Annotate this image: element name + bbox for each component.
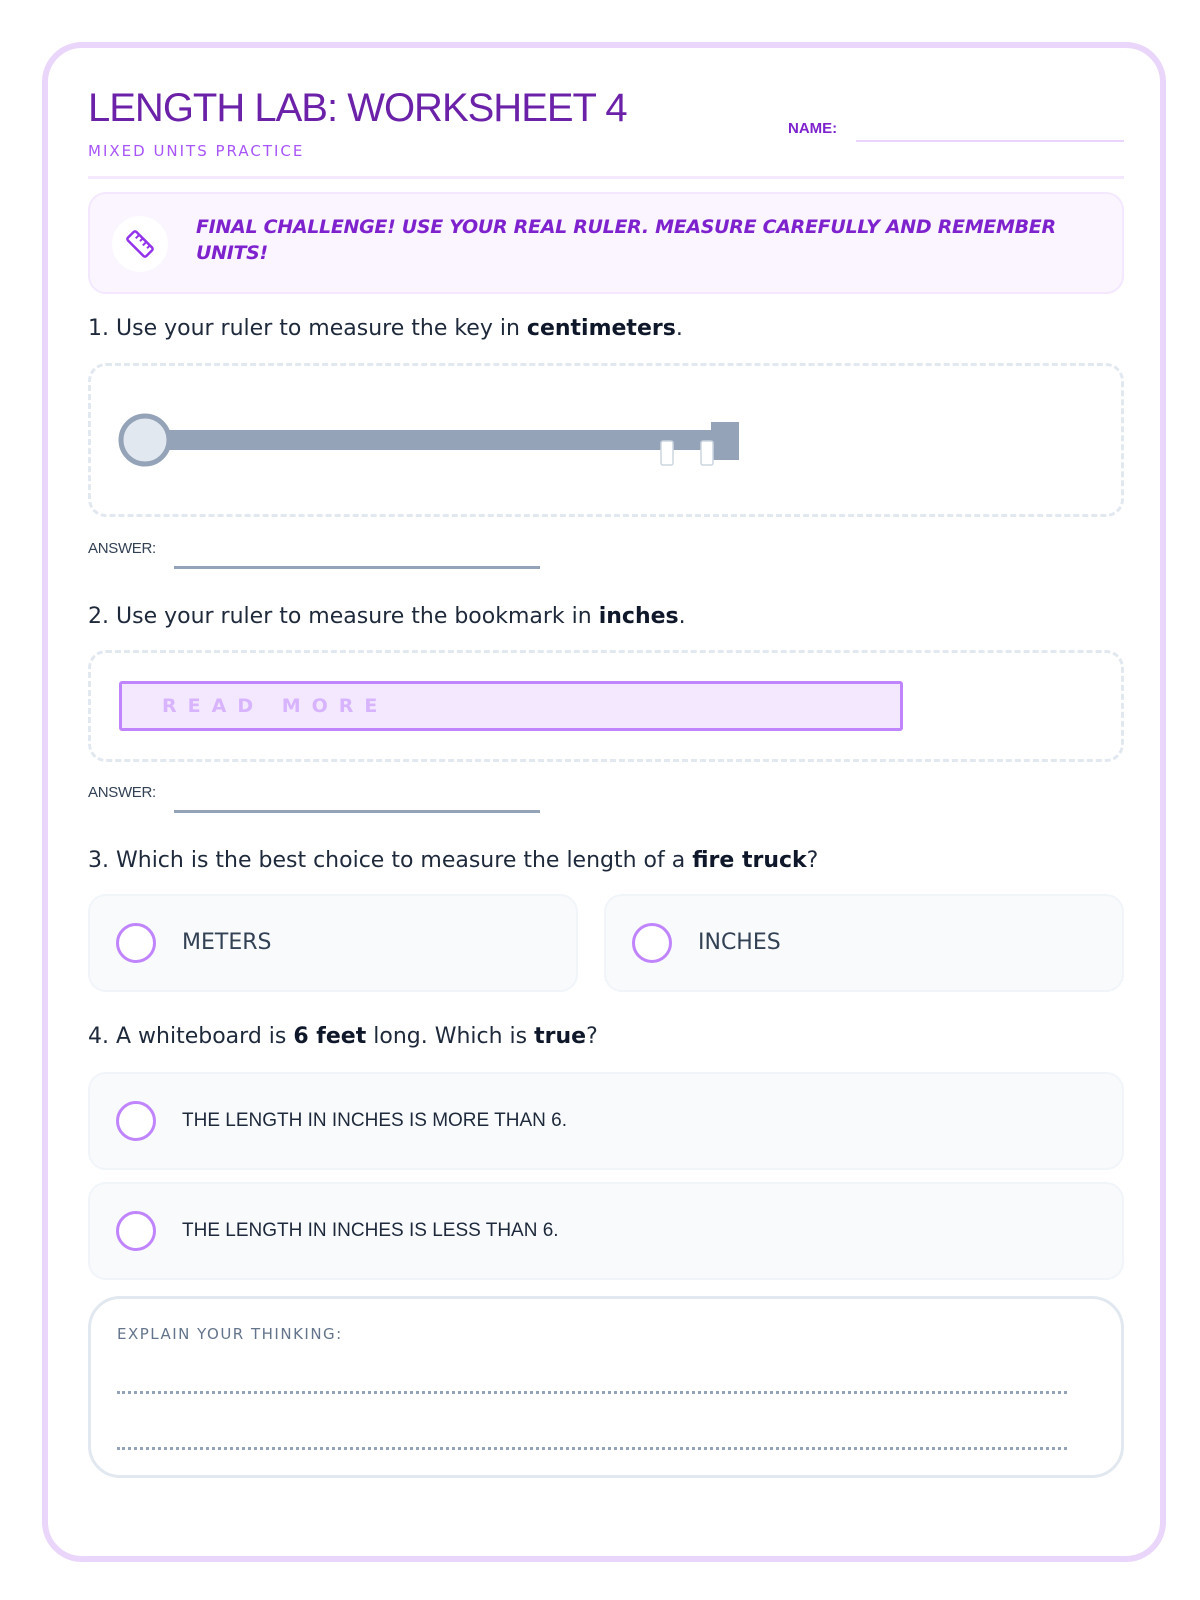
option-label: METERS bbox=[182, 930, 272, 955]
radio-button[interactable] bbox=[116, 1211, 156, 1251]
question-text-mid: long. Which is bbox=[366, 1024, 535, 1049]
name-field[interactable] bbox=[856, 140, 1124, 142]
question-text: Use your ruler to measure the key in bbox=[116, 316, 527, 341]
page-subtitle: MIXED UNITS PRACTICE bbox=[88, 142, 305, 160]
key-image bbox=[115, 402, 755, 482]
explain-label: EXPLAIN YOUR THINKING: bbox=[117, 1325, 343, 1343]
question-text: Which is the best choice to measure the length of a bbox=[116, 848, 693, 873]
question-text: Use your ruler to measure the bookmark in bbox=[116, 604, 599, 629]
option-less-than-6[interactable] bbox=[88, 1182, 1124, 1280]
question-number: 3. bbox=[88, 848, 109, 873]
question-emphasis: fire truck bbox=[692, 848, 807, 873]
explain-box[interactable] bbox=[88, 1296, 1124, 1478]
question-emphasis: 6 feet bbox=[293, 1024, 367, 1049]
question-4 bbox=[88, 1024, 598, 1049]
option-label: INCHES bbox=[698, 930, 781, 955]
header-divider bbox=[88, 176, 1124, 179]
answer-field-2[interactable] bbox=[174, 810, 540, 813]
callout-text: FINAL CHALLENGE! USE YOUR REAL RULER. MEASURE CAREFULLY AND REMEMBER UNITS! bbox=[196, 216, 1056, 264]
writing-line[interactable] bbox=[117, 1447, 1067, 1450]
option-label: THE LENGTH IN INCHES IS LESS THAN 6. bbox=[182, 1220, 559, 1241]
question-number: 4. bbox=[88, 1024, 109, 1049]
question-number: 1. bbox=[88, 316, 109, 341]
option-more-than-6[interactable] bbox=[88, 1072, 1124, 1170]
answer-label: ANSWER: bbox=[88, 784, 156, 801]
bookmark-image-box bbox=[88, 650, 1124, 762]
question-emphasis-2: true bbox=[534, 1024, 587, 1049]
answer-label: ANSWER: bbox=[88, 540, 156, 557]
question-emphasis: centimeters bbox=[526, 316, 676, 341]
writing-line[interactable] bbox=[117, 1391, 1067, 1394]
question-text-end: ? bbox=[806, 848, 819, 873]
key-image-box bbox=[88, 363, 1124, 517]
radio-button[interactable] bbox=[116, 1101, 156, 1141]
question-3 bbox=[88, 848, 818, 873]
question-text-end: . bbox=[675, 316, 683, 341]
worksheet bbox=[42, 42, 1166, 1562]
name-label: NAME: bbox=[788, 120, 838, 137]
instruction-callout bbox=[88, 192, 1124, 294]
radio-button[interactable] bbox=[632, 923, 672, 963]
question-emphasis: inches bbox=[598, 604, 679, 629]
bookmark-image bbox=[119, 681, 903, 731]
question-2 bbox=[88, 604, 686, 629]
option-meters[interactable] bbox=[88, 894, 578, 992]
page-title: LENGTH LAB: WORKSHEET 4 bbox=[88, 86, 627, 130]
question-text-end: . bbox=[678, 604, 686, 629]
answer-field-1[interactable] bbox=[174, 566, 540, 569]
question-number: 2. bbox=[88, 604, 109, 629]
question-text: A whiteboard is bbox=[116, 1024, 294, 1049]
ruler-icon bbox=[112, 216, 168, 272]
question-text-end: ? bbox=[586, 1024, 598, 1049]
option-label: THE LENGTH IN INCHES IS MORE THAN 6. bbox=[182, 1110, 567, 1131]
radio-button[interactable] bbox=[116, 923, 156, 963]
question-1 bbox=[88, 316, 683, 341]
bookmark-text: READ MORE bbox=[162, 695, 389, 717]
option-inches[interactable] bbox=[604, 894, 1124, 992]
